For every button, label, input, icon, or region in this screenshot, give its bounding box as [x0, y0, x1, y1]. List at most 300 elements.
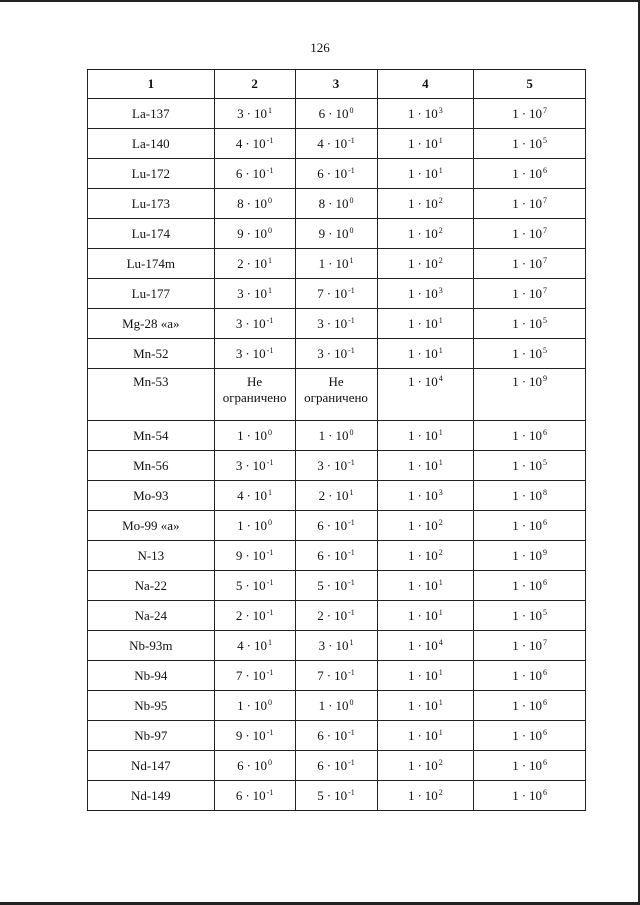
value-cell-col-3 [295, 721, 377, 751]
value-cell-col-5 [474, 541, 586, 571]
multiply-dot: · [245, 135, 250, 151]
value-cell-col-3 [295, 421, 377, 451]
value-cell-col-2 [214, 129, 295, 159]
value-exponent: 1 [349, 255, 354, 265]
value-exponent: -1 [348, 315, 355, 325]
value-exponent: 0 [349, 697, 354, 707]
table-row [88, 309, 586, 339]
value-mantissa: 1 [407, 517, 415, 533]
value-mantissa: 1 [512, 697, 519, 713]
value-cell-col-5 [474, 421, 586, 451]
value-cell-col-4 [377, 279, 474, 309]
value-exponent: 6 [543, 165, 548, 175]
nuclide-name-cell: La-140 [88, 129, 215, 159]
multiply-dot: · [417, 255, 422, 271]
value-cell-col-2 [214, 661, 295, 691]
value-cell-col-4 [377, 601, 474, 631]
table-row [88, 189, 586, 219]
multiply-dot: · [521, 667, 527, 683]
value-exponent: 0 [349, 427, 354, 437]
value-exponent: 1 [438, 667, 443, 677]
value-cell-col-3 [295, 751, 377, 781]
value-base: 10 [335, 195, 349, 211]
value-base: 10 [254, 105, 268, 121]
value-cell-col-4 [377, 721, 474, 751]
value-exponent: 6 [543, 427, 548, 437]
nuclide-name-cell: Lu-173 [88, 189, 215, 219]
value-cell-col-3 [295, 631, 377, 661]
radionuclide-table [87, 69, 586, 811]
value-mantissa: 1 [512, 105, 519, 121]
value-exponent: 1 [438, 607, 443, 617]
value-cell-col-4 [377, 751, 474, 781]
nuclide-name-cell: Mn-54 [88, 421, 215, 451]
multiply-dot: · [521, 285, 527, 301]
value-mantissa: 1 [407, 457, 415, 473]
value-exponent: 5 [543, 315, 548, 325]
value-exponent: 1 [349, 487, 354, 497]
table-row [88, 541, 586, 571]
value-base: 10 [252, 577, 266, 593]
value-exponent: 0 [349, 225, 354, 235]
value-mantissa: 5 [317, 577, 324, 593]
value-cell-col-2 [214, 781, 295, 811]
multiply-dot: · [245, 667, 250, 683]
value-exponent: 1 [438, 135, 443, 145]
value-cell-col-3 [295, 249, 377, 279]
multiply-dot: · [328, 225, 333, 241]
value-exponent: 1 [438, 727, 443, 737]
multiply-dot: · [521, 165, 527, 181]
value-base: 10 [424, 637, 438, 653]
value-mantissa: 7 [235, 667, 243, 683]
value-base: 10 [254, 757, 268, 773]
multiply-dot: · [521, 577, 527, 593]
value-mantissa: 1 [407, 637, 415, 653]
value-base: 10 [529, 667, 543, 683]
value-exponent: 2 [438, 787, 443, 797]
value-base: 10 [252, 607, 266, 623]
multiply-dot: · [417, 547, 422, 563]
value-mantissa: 1 [407, 285, 415, 301]
value-mantissa: 1 [407, 487, 415, 503]
value-base: 10 [334, 345, 348, 361]
value-exponent: 5 [543, 135, 548, 145]
table-body [88, 99, 586, 811]
value-base: 10 [335, 255, 349, 271]
multiply-dot: · [417, 105, 422, 121]
value-cell-col-5 [474, 249, 586, 279]
value-base: 10 [529, 427, 543, 443]
value-base: 10 [529, 697, 543, 713]
multiply-dot: · [521, 697, 527, 713]
value-cell-col-5 [474, 661, 586, 691]
multiply-dot: · [328, 427, 333, 443]
table-row [88, 571, 586, 601]
value-mantissa: 1 [512, 195, 519, 211]
value-base: 10 [424, 757, 438, 773]
value-mantissa: 1 [407, 607, 415, 623]
value-mantissa: 1 [512, 427, 519, 443]
value-cell-col-4 [377, 661, 474, 691]
table-row [88, 339, 586, 369]
value-base: 10 [424, 667, 438, 683]
table-row [88, 601, 586, 631]
value-exponent: 1 [268, 285, 273, 295]
multiply-dot: · [417, 757, 422, 773]
multiply-dot: · [246, 697, 252, 713]
column-header-3: 3 [295, 70, 377, 99]
value-exponent: 5 [543, 607, 548, 617]
value-exponent: -1 [266, 667, 274, 677]
value-cell-col-3 [295, 129, 377, 159]
value-exponent: 9 [543, 374, 548, 383]
value-base: 10 [529, 345, 543, 361]
multiply-dot: · [246, 427, 252, 443]
value-cell-col-2 [214, 249, 295, 279]
value-mantissa: 3 [235, 315, 243, 331]
multiply-dot: · [417, 135, 422, 151]
value-mantissa: 1 [318, 427, 326, 443]
value-mantissa: 1 [407, 345, 415, 361]
value-exponent: -1 [348, 457, 355, 467]
value-cell-col-3 [295, 339, 377, 369]
value-cell-col-2 [214, 541, 295, 571]
value-cell-col-5 [474, 781, 586, 811]
nuclide-name-cell: Mn-53 [88, 369, 215, 421]
value-base: 10 [529, 487, 543, 503]
value-exponent: 7 [543, 195, 548, 205]
multiply-dot: · [417, 285, 422, 301]
multiply-dot: · [521, 757, 527, 773]
value-base: 10 [335, 697, 349, 713]
multiply-dot: · [326, 165, 332, 181]
multiply-dot: · [328, 637, 333, 653]
value-exponent: 0 [349, 195, 354, 205]
value-cell-col-4 [377, 481, 474, 511]
value-mantissa: 9 [318, 225, 326, 241]
value-cell-col-2 [214, 751, 295, 781]
multiply-dot: · [417, 195, 422, 211]
value-cell-col-5 [474, 481, 586, 511]
value-base: 10 [254, 195, 268, 211]
multiply-dot: · [246, 255, 252, 271]
table-row [88, 369, 586, 421]
multiply-dot: · [246, 637, 252, 653]
multiply-dot: · [521, 195, 527, 211]
value-exponent: 1 [438, 345, 443, 355]
value-mantissa: 3 [235, 457, 243, 473]
value-mantissa: 1 [407, 374, 415, 389]
value-mantissa: 1 [407, 547, 415, 563]
value-mantissa: 5 [235, 577, 243, 593]
value-cell-col-4 [377, 99, 474, 129]
value-mantissa: 1 [512, 787, 519, 803]
table-row [88, 481, 586, 511]
table-row [88, 511, 586, 541]
value-base: 10 [334, 547, 348, 563]
value-exponent: -1 [348, 285, 355, 295]
value-exponent: 0 [268, 427, 273, 437]
multiply-dot: · [326, 757, 332, 773]
value-base: 10 [424, 255, 438, 271]
value-base: 10 [335, 427, 349, 443]
value-cell-col-3 [295, 661, 377, 691]
multiply-dot: · [326, 547, 332, 563]
multiply-dot: · [328, 697, 333, 713]
multiply-dot: · [328, 105, 333, 121]
value-mantissa: 1 [407, 105, 415, 121]
value-base: 10 [254, 487, 268, 503]
value-base: 10 [334, 577, 348, 593]
value-base: 10 [529, 315, 543, 331]
value-exponent: 2 [438, 225, 443, 235]
value-cell-col-5 [474, 129, 586, 159]
nuclide-name-cell: Nb-95 [88, 691, 215, 721]
value-exponent: -1 [266, 547, 274, 557]
value-mantissa: 3 [235, 345, 243, 361]
multiply-dot: · [417, 457, 422, 473]
value-exponent: 7 [543, 285, 548, 295]
value-mantissa: 3 [317, 345, 324, 361]
table-row [88, 721, 586, 751]
value-base: 10 [334, 517, 348, 533]
multiply-dot: · [521, 315, 527, 331]
value-mantissa: 1 [512, 667, 519, 683]
value-base: 10 [529, 255, 543, 271]
multiply-dot: · [521, 345, 527, 361]
value-base: 10 [252, 547, 266, 563]
value-exponent: 2 [438, 517, 443, 527]
value-base: 10 [424, 225, 438, 241]
value-mantissa: 1 [512, 374, 519, 389]
value-exponent: 7 [543, 637, 548, 647]
value-base: 10 [424, 315, 438, 331]
multiply-dot: · [417, 607, 422, 623]
value-text: Не ограничено [222, 374, 287, 405]
multiply-dot: · [521, 787, 527, 803]
value-base: 10 [254, 697, 268, 713]
multiply-dot: · [521, 135, 527, 151]
table-row [88, 249, 586, 279]
value-cell-col-3 [295, 189, 377, 219]
value-base: 10 [424, 487, 438, 503]
value-base: 10 [529, 637, 543, 653]
value-mantissa: 1 [407, 667, 415, 683]
value-cell-col-3 [295, 369, 377, 421]
multiply-dot: · [417, 487, 422, 503]
nuclide-name-cell: Lu-177 [88, 279, 215, 309]
value-cell-col-3 [295, 219, 377, 249]
value-cell-col-3 [295, 99, 377, 129]
value-mantissa: 1 [407, 165, 415, 181]
value-cell-col-3 [295, 781, 377, 811]
value-exponent: 1 [438, 427, 443, 437]
value-cell-col-5 [474, 691, 586, 721]
value-mantissa: 1 [512, 255, 519, 271]
table-row [88, 691, 586, 721]
value-base: 10 [424, 427, 438, 443]
value-exponent: 3 [438, 487, 443, 497]
value-mantissa: 9 [235, 727, 243, 743]
multiply-dot: · [246, 517, 252, 533]
value-mantissa: 1 [512, 547, 519, 563]
value-mantissa: 1 [512, 165, 519, 181]
multiply-dot: · [326, 517, 332, 533]
value-base: 10 [252, 667, 266, 683]
multiply-dot: · [417, 225, 422, 241]
value-exponent: 1 [438, 577, 443, 587]
value-cell-col-5 [474, 189, 586, 219]
value-cell-col-2 [214, 691, 295, 721]
nuclide-name-cell: Lu-172 [88, 159, 215, 189]
value-mantissa: 1 [407, 255, 415, 271]
value-cell-col-5 [474, 219, 586, 249]
table-header-row [88, 70, 586, 99]
value-exponent: 5 [543, 457, 548, 467]
value-exponent: -1 [348, 727, 355, 737]
value-exponent: 1 [268, 637, 273, 647]
value-mantissa: 8 [318, 195, 326, 211]
value-cell-col-5 [474, 631, 586, 661]
value-exponent: -1 [348, 667, 355, 677]
value-base: 10 [335, 637, 349, 653]
multiply-dot: · [521, 517, 527, 533]
value-base: 10 [529, 225, 543, 241]
value-cell-col-3 [295, 571, 377, 601]
table-row [88, 781, 586, 811]
value-exponent: 0 [349, 105, 354, 115]
nuclide-name-cell: Nd-149 [88, 781, 215, 811]
table-row [88, 751, 586, 781]
multiply-dot: · [521, 427, 527, 443]
value-exponent: 6 [543, 787, 548, 797]
multiply-dot: · [245, 577, 250, 593]
value-exponent: 1 [268, 105, 273, 115]
value-mantissa: 1 [512, 637, 519, 653]
value-cell-col-2 [214, 451, 295, 481]
value-mantissa: 5 [317, 787, 324, 803]
value-cell-col-3 [295, 279, 377, 309]
value-mantissa: 1 [407, 225, 415, 241]
multiply-dot: · [417, 315, 422, 331]
value-cell-col-4 [377, 511, 474, 541]
multiply-dot: · [417, 517, 422, 533]
value-cell-col-3 [295, 451, 377, 481]
table-row [88, 129, 586, 159]
multiply-dot: · [245, 607, 250, 623]
multiply-dot: · [417, 697, 422, 713]
value-exponent: -1 [348, 517, 355, 527]
value-exponent: 0 [268, 697, 273, 707]
value-cell-col-2 [214, 721, 295, 751]
value-base: 10 [424, 457, 438, 473]
value-exponent: -1 [348, 787, 355, 797]
value-exponent: -1 [348, 547, 355, 557]
value-cell-col-2 [214, 631, 295, 661]
value-base: 10 [254, 255, 268, 271]
value-cell-col-2 [214, 99, 295, 129]
scan-edge-top [0, 0, 640, 2]
multiply-dot: · [521, 225, 527, 241]
value-mantissa: 1 [237, 427, 244, 443]
value-exponent: -1 [266, 787, 274, 797]
value-cell-col-4 [377, 631, 474, 661]
value-mantissa: 1 [512, 757, 519, 773]
multiply-dot: · [246, 225, 252, 241]
value-cell-col-4 [377, 219, 474, 249]
value-base: 10 [334, 135, 348, 151]
nuclide-name-cell: La-137 [88, 99, 215, 129]
value-cell-col-2 [214, 309, 295, 339]
value-exponent: 7 [543, 255, 548, 265]
nuclide-name-cell: Lu-174 [88, 219, 215, 249]
value-mantissa: 4 [235, 135, 243, 151]
value-cell-col-5 [474, 369, 586, 421]
multiply-dot: · [417, 427, 422, 443]
value-mantissa: 6 [317, 757, 324, 773]
value-mantissa: 1 [237, 517, 244, 533]
value-mantissa: 6 [235, 165, 243, 181]
nuclide-name-cell: Mn-52 [88, 339, 215, 369]
value-mantissa: 6 [317, 165, 324, 181]
value-mantissa: 6 [317, 547, 324, 563]
value-cell-col-5 [474, 721, 586, 751]
value-exponent: 8 [543, 487, 548, 497]
multiply-dot: · [245, 165, 250, 181]
value-cell-col-5 [474, 751, 586, 781]
multiply-dot: · [246, 757, 252, 773]
value-mantissa: 6 [237, 757, 244, 773]
value-cell-col-3 [295, 511, 377, 541]
value-mantissa: 1 [512, 517, 519, 533]
value-cell-col-4 [377, 189, 474, 219]
value-mantissa: 1 [318, 255, 326, 271]
value-base: 10 [424, 697, 438, 713]
value-exponent: 0 [268, 195, 273, 205]
page-number: 126 [310, 40, 330, 55]
value-base: 10 [529, 727, 543, 743]
value-exponent: 6 [543, 577, 548, 587]
value-base: 10 [334, 315, 348, 331]
value-base: 10 [424, 577, 438, 593]
value-mantissa: 2 [235, 607, 243, 623]
value-base: 10 [252, 135, 266, 151]
value-mantissa: 1 [318, 697, 326, 713]
multiply-dot: · [326, 345, 332, 361]
value-cell-col-4 [377, 129, 474, 159]
value-cell-col-2 [214, 189, 295, 219]
multiply-dot: · [417, 667, 422, 683]
value-cell-col-4 [377, 781, 474, 811]
value-base: 10 [334, 667, 348, 683]
value-text: Не ограничено [304, 374, 368, 405]
nuclide-name-cell: Mg-28 «а» [88, 309, 215, 339]
value-exponent: 0 [268, 225, 273, 235]
value-base: 10 [529, 135, 543, 151]
multiply-dot: · [417, 787, 422, 803]
nuclide-name-cell: Nd-147 [88, 751, 215, 781]
value-cell-col-4 [377, 421, 474, 451]
value-mantissa: 1 [407, 315, 415, 331]
multiply-dot: · [326, 457, 332, 473]
value-base: 10 [424, 345, 438, 361]
value-exponent: 1 [438, 697, 443, 707]
multiply-dot: · [326, 285, 332, 301]
value-exponent: 9 [543, 547, 548, 557]
value-exponent: 7 [543, 105, 548, 115]
value-base: 10 [529, 787, 543, 803]
